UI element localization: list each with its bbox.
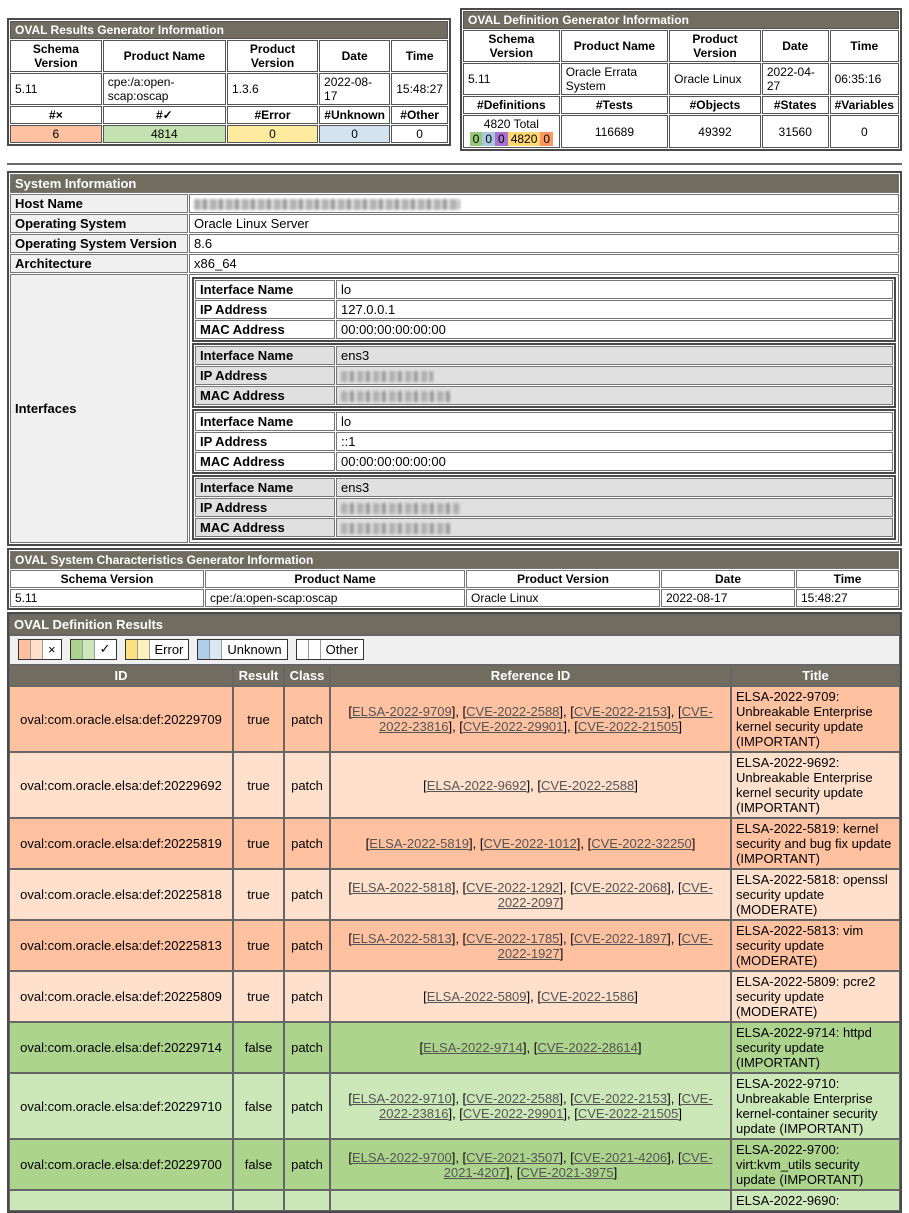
col-class: Class [284,665,330,686]
reference-link[interactable]: CVE-2021-3507 [466,1149,560,1165]
result-value: true [233,752,284,818]
col-id: ID [9,665,233,686]
reference-link[interactable]: CVE-2022-2588 [541,777,635,793]
definition-title: ELSA-2022-5819: kernel security and bug fix update (IMPORTANT) [731,818,900,869]
class-value: patch [284,752,330,818]
ip-address-label: IP Address [195,366,335,385]
interface-block [192,475,896,540]
date: 2022-04-27 [762,63,829,95]
col-title: Title [731,665,900,686]
class-value: patch [284,818,330,869]
class-value: patch [284,1073,330,1139]
definition-id: oval:com.oracle.elsa:def:20225818 [9,869,233,920]
definition-generator-title: OVAL Definition Generator Information [463,11,899,29]
table-row [9,1022,900,1073]
mac-address [336,386,893,405]
reference-link[interactable]: CVE-2021-3975 [520,1164,614,1180]
ip-address: 127.0.0.1 [336,300,893,319]
definitions-count [463,115,560,148]
redacted-ip [341,371,433,382]
interface-block [192,277,896,342]
definition-id: oval:com.oracle.elsa:def:20225819 [9,818,233,869]
ip-address-label: IP Address [195,498,335,517]
definition-title: ELSA-2022-9714: httpd security update (IMPORTANT) [731,1022,900,1073]
mac-address-label: MAC Address [195,452,335,471]
reference-link[interactable]: ELSA-2022-9709 [351,704,452,719]
definition-title: ELSA-2022-9710: Unbreakable Enterprise kernel-container security update (IMPORTANT) [731,1073,900,1139]
date: 2022-08-17 [319,73,390,105]
count-header-variables: #Variables [830,96,899,114]
reference-link[interactable]: CVE-2022-32250 [591,836,692,851]
reference-link[interactable]: CVE-2022-1292 [466,879,560,895]
header-product-version: Product Version [669,30,761,62]
def-count-other: 0 [540,132,553,146]
result-value: true [233,920,284,971]
reference-link[interactable]: CVE-2022-23816 [379,704,713,734]
result-value: true [233,686,284,752]
time: 15:48:27 [391,73,448,105]
result-value: true [233,869,284,920]
reference-ids: [ELSA-2022-9714], [CVE-2022-28614] [330,1022,731,1073]
header-product-name: Product Name [103,40,226,72]
os-value: Oracle Linux Server [189,214,899,233]
system-information-title: System Information [10,174,899,193]
header-schema-version: Schema Version [10,40,102,72]
definition-title: ELSA-2022-9709: Unbreakable Enterprise kernel security update (IMPORTANT) [731,686,900,752]
reference-link[interactable]: CVE-2022-1012 [483,836,577,851]
count-unknown: 0 [319,125,390,143]
result-value: true [233,971,284,1022]
header-product-name: Product Name [561,30,668,62]
count-header-other: #Other [391,106,448,124]
header-product-version: Product Version [466,570,660,588]
table-row [9,971,900,1022]
header-time: Time [391,40,448,72]
reference-link[interactable]: CVE-2022-29901 [462,719,564,734]
mac-address [336,518,893,537]
count-header-error: #Error [227,106,318,124]
table-row [9,818,900,869]
interface-name-label: Interface Name [195,412,335,431]
redacted-ip [341,503,461,514]
interface-name: lo [336,412,893,431]
result-value: false [233,1073,284,1139]
redacted-mac [341,523,453,534]
mac-address: 00:00:00:00:00:00 [336,320,893,339]
interface-name-label: Interface Name [195,280,335,299]
header-schema-version: Schema Version [10,570,204,588]
product-name: cpe:/a:open-scap:oscap [103,73,226,105]
reference-link[interactable]: ELSA-2022-9714 [423,1040,523,1055]
product-name: cpe:/a:open-scap:oscap [205,589,465,607]
product-version: 1.3.6 [227,73,318,105]
reference-link[interactable]: ELSA-2022-9692 [426,777,527,793]
definition-results-title: OVAL Definition Results [9,614,900,635]
table-row [9,920,900,971]
product-name: Oracle Errata System [561,63,668,95]
reference-link[interactable]: CVE-2022-2153 [573,1091,668,1106]
class-value: patch [284,920,330,971]
sc-generator-title: OVAL System Characteristics Generator Information [10,551,899,569]
definition-title: ELSA-2022-5818: openssl security update (MODERATE) [731,869,900,920]
header-schema-version: Schema Version [463,30,560,62]
reference-ids: [ELSA-2022-9709], [CVE-2022-2588], [CVE-2022-2153], [CVE-2022-23816], [CVE-2022-29901], [CVE-2022-21505] [330,686,731,752]
interface-name: ens3 [336,346,893,365]
schema-version: 5.11 [10,589,204,607]
header-time: Time [830,30,899,62]
reference-ids: [ELSA-2022-5809], [CVE-2022-1586] [330,971,731,1022]
definition-id: oval:com.oracle.elsa:def:20229709 [9,686,233,752]
result-value: false [233,1022,284,1073]
class-value: patch [284,869,330,920]
count-header-x: #× [10,106,102,124]
header-date: Date [661,570,795,588]
redacted-mac [341,391,453,402]
reference-link[interactable]: CVE-2022-21505 [577,1106,679,1121]
reference-link[interactable]: CVE-2022-1897 [573,930,668,946]
redacted-host-name [194,199,460,210]
definition-id: oval:com.oracle.elsa:def:20229700 [9,1139,233,1190]
reference-ids: [ELSA-2022-5813], [CVE-2022-1785], [CVE-2022-1897], [CVE-2022-1927] [330,920,731,971]
interface-name: lo [336,280,893,299]
reference-link[interactable]: CVE-2022-1586 [541,989,635,1004]
schema-version: 5.11 [463,63,560,95]
reference-link[interactable]: CVE-2022-23816 [379,1091,713,1121]
table-row [9,1139,900,1190]
count-other: 0 [391,125,448,143]
mac-address-label: MAC Address [195,518,335,537]
interface-name-label: Interface Name [195,346,335,365]
class-value: patch [284,1022,330,1073]
definition-id: oval:com.oracle.elsa:def:20225809 [9,971,233,1022]
product-version: Oracle Linux [466,589,660,607]
architecture-value: x86_64 [189,254,899,273]
table-row [9,1073,900,1139]
reference-ids: [ELSA-2022-5818], [CVE-2022-1292], [CVE-2022-2068], [CVE-2022-2097] [330,869,731,920]
definition-results-table [7,612,902,1213]
count-header-objects: #Objects [669,96,761,114]
definition-title: ELSA-2022-9700: virt:kvm_utils security update (IMPORTANT) [731,1139,900,1190]
system-information-table [7,171,902,546]
col-reference-id: Reference ID [330,665,731,686]
host-name-value [189,194,899,213]
reference-link[interactable]: ELSA-2022-9700 [351,1149,452,1165]
reference-ids: [ELSA-2022-5819], [CVE-2022-1012], [CVE-2022-32250] [330,818,731,869]
count-error: 0 [227,125,318,143]
tests-count: 116689 [561,115,668,148]
reference-link[interactable]: CVE-2021-4206 [573,1149,668,1165]
reference-link[interactable]: CVE-2022-2068 [573,879,668,895]
variables-count: 0 [830,115,899,148]
ip-address: ::1 [336,432,893,451]
definition-id: oval:com.oracle.elsa:def:20229692 [9,752,233,818]
reference-link[interactable]: CVE-2021-4207 [443,1149,713,1180]
reference-link[interactable]: CVE-2022-2588 [466,704,560,719]
result-value: false [233,1139,284,1190]
reference-link[interactable]: ELSA-2022-9710 [351,1091,452,1106]
reference-link[interactable]: CVE-2022-2588 [466,1091,560,1106]
header-time: Time [796,570,899,588]
results-body [9,686,900,1211]
os-version-value: 8.6 [189,234,899,253]
reference-ids [330,1190,731,1211]
table-row [9,1190,900,1211]
interfaces-list [189,274,899,543]
def-count-check: 0 [470,132,483,146]
class-value: patch [284,971,330,1022]
definition-id: oval:com.oracle.elsa:def:20225813 [9,920,233,971]
reference-link[interactable]: CVE-2022-2153 [573,704,668,719]
count-check: 4814 [103,125,226,143]
interface-name-label: Interface Name [195,478,335,497]
definitions-total: 4820 Total [483,117,539,131]
reference-ids: [ELSA-2022-9700], [CVE-2021-3507], [CVE-2021-4206], [CVE-2021-4207], [CVE-2021-3975] [330,1139,731,1190]
mac-address-label: MAC Address [195,386,335,405]
result-value: true [233,818,284,869]
definition-id [9,1190,233,1211]
class-value [284,1190,330,1211]
mac-address-label: MAC Address [195,320,335,339]
count-header-tests: #Tests [561,96,668,114]
reference-link[interactable]: ELSA-2022-5809 [426,989,527,1004]
ip-address [336,366,893,385]
def-count-unknown: 0 [482,132,495,146]
definition-id: oval:com.oracle.elsa:def:20229710 [9,1073,233,1139]
results-generator-table [7,18,451,146]
definition-title: ELSA-2022-5813: vim security update (MODERATE) [731,920,900,971]
section-divider [7,163,902,165]
def-count-patch: 4820 [508,132,541,146]
reference-link[interactable]: CVE-2022-21505 [577,719,679,734]
header-date: Date [762,30,829,62]
legend-x[interactable]: × [18,639,62,660]
date: 2022-08-17 [661,589,795,607]
table-row [9,869,900,920]
interface-name: ens3 [336,478,893,497]
class-value: patch [284,1139,330,1190]
time: 06:35:16 [830,63,899,95]
architecture-label: Architecture [10,254,188,273]
reference-link[interactable]: CVE-2022-1927 [497,930,713,961]
table-row [9,752,900,818]
ip-address-label: IP Address [195,300,335,319]
header-product-name: Product Name [205,570,465,588]
reference-link[interactable]: ELSA-2022-5813 [351,930,452,946]
header-product-version: Product Version [227,40,318,72]
table-row [9,686,900,752]
reference-link[interactable]: ELSA-2022-5819 [369,836,470,851]
count-header-definitions: #Definitions [463,96,560,114]
definition-title: ELSA-2022-5809: pcre2 security update (MODERATE) [731,971,900,1022]
reference-link[interactable]: CVE-2022-1785 [466,930,560,946]
objects-count: 49392 [669,115,761,148]
interface-block [192,409,896,474]
system-characteristics-generator-table [7,548,902,610]
col-result: Result [233,665,284,686]
count-x: 6 [10,125,102,143]
definition-generator-table [460,8,902,151]
result-legend [9,635,900,665]
os-label: Operating System [10,214,188,233]
reference-link[interactable]: CVE-2022-29901 [462,1106,564,1121]
interface-block [192,343,896,408]
reference-ids: [ELSA-2022-9710], [CVE-2022-2588], [CVE-2022-2153], [CVE-2022-23816], [CVE-2022-29901], [CVE-2022-21505] [330,1073,731,1139]
reference-link[interactable]: CVE-2022-28614 [537,1040,638,1055]
count-header-check: #✓ [103,106,226,124]
definition-id: oval:com.oracle.elsa:def:20229714 [9,1022,233,1073]
legend-error[interactable]: Error [125,639,190,660]
product-version: Oracle Linux [669,63,761,95]
schema-version: 5.11 [10,73,102,105]
definition-title: ELSA-2022-9690: [731,1190,900,1211]
result-value [233,1190,284,1211]
class-value: patch [284,686,330,752]
interfaces-label: Interfaces [10,274,188,543]
def-count-error: 0 [495,132,508,146]
legend-check[interactable]: ✓ [70,639,117,660]
ip-address [336,498,893,517]
count-header-unknown: #Unknown [319,106,390,124]
count-header-states: #States [762,96,829,114]
reference-link[interactable]: ELSA-2022-5818 [351,879,452,895]
ip-address-label: IP Address [195,432,335,451]
time: 15:48:27 [796,589,899,607]
mac-address: 00:00:00:00:00:00 [336,452,893,471]
states-count: 31560 [762,115,829,148]
results-generator-title: OVAL Results Generator Information [10,21,448,39]
legend-other[interactable]: Other [296,639,365,660]
definition-title: ELSA-2022-9692: Unbreakable Enterprise kernel security update (IMPORTANT) [731,752,900,818]
header-date: Date [319,40,390,72]
reference-link[interactable]: CVE-2022-2097 [497,879,713,910]
reference-ids: [ELSA-2022-9692], [CVE-2022-2588] [330,752,731,818]
legend-unknown[interactable]: Unknown [197,639,287,660]
host-name-label: Host Name [10,194,188,213]
os-version-label: Operating System Version [10,234,188,253]
